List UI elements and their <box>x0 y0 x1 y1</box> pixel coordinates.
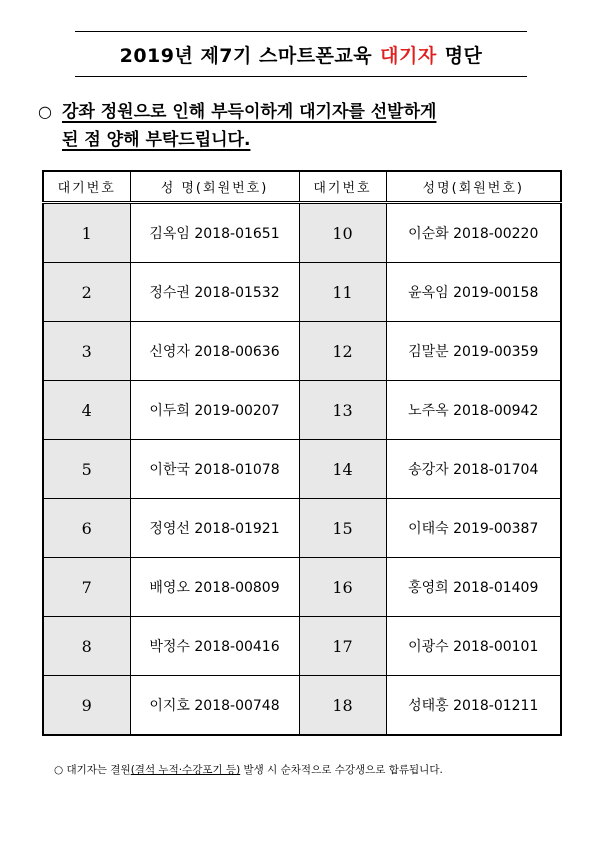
footnote-after: 발생 시 순차적으로 수강생으로 합류됩니다. <box>240 764 443 776</box>
person-entry: 신영자 2018-00636 <box>130 322 299 381</box>
wait-number: 18 <box>299 676 386 736</box>
wait-number: 12 <box>299 322 386 381</box>
footnote <box>54 762 554 777</box>
table-row <box>43 381 561 440</box>
header-name-member-1: 성 명(회원번호) <box>130 171 299 203</box>
notice-line-2: 된 점 양해 부탁드립니다. <box>62 130 251 150</box>
person-entry: 이한국 2018-01078 <box>130 440 299 499</box>
wait-number: 5 <box>43 440 130 499</box>
person-entry: 홍영희 2018-01409 <box>386 558 561 617</box>
wait-number: 1 <box>43 203 130 263</box>
wait-number: 4 <box>43 381 130 440</box>
table-row <box>43 617 561 676</box>
person-entry: 이두희 2019-00207 <box>130 381 299 440</box>
person-entry: 송강자 2018-01704 <box>386 440 561 499</box>
title-highlight: 대기자 <box>380 44 437 67</box>
wait-number: 2 <box>43 263 130 322</box>
wait-number: 9 <box>43 676 130 736</box>
wait-number: 16 <box>299 558 386 617</box>
person-entry: 노주옥 2018-00942 <box>386 381 561 440</box>
wait-number: 10 <box>299 203 386 263</box>
person-entry: 김옥임 2018-01651 <box>130 203 299 263</box>
table-row <box>43 203 561 263</box>
table-row <box>43 558 561 617</box>
title-suffix: 명단 <box>444 44 483 67</box>
footnote-underlined: (결석 누적·수강포기 등) <box>130 764 241 776</box>
person-entry: 이지호 2018-00748 <box>130 676 299 736</box>
person-entry: 이광수 2018-00101 <box>386 617 561 676</box>
person-entry: 김말분 2019-00359 <box>386 322 561 381</box>
header-wait-number-2: 대기번호 <box>299 171 386 203</box>
person-entry: 박정수 2018-00416 <box>130 617 299 676</box>
notice-line-1: 강좌 정원으로 인해 부득이하게 대기자를 선발하게 <box>61 102 437 122</box>
wait-number: 15 <box>299 499 386 558</box>
wait-number: 7 <box>43 558 130 617</box>
table-row <box>43 322 561 381</box>
person-entry: 정수권 2018-01532 <box>130 263 299 322</box>
wait-number: 13 <box>299 381 386 440</box>
table-row <box>43 676 561 736</box>
table-row <box>43 499 561 558</box>
table-row <box>43 440 561 499</box>
footnote-before: ○ 대기자는 결원 <box>54 764 131 776</box>
waitlist-table <box>42 170 562 736</box>
header-name-member-2: 성명(회원번호) <box>386 171 561 203</box>
wait-number: 8 <box>43 617 130 676</box>
person-entry: 이태숙 2019-00387 <box>386 499 561 558</box>
table-header-row <box>43 171 561 203</box>
page-title <box>75 31 527 77</box>
person-entry: 배영오 2018-00809 <box>130 558 299 617</box>
wait-number: 14 <box>299 440 386 499</box>
wait-number: 6 <box>43 499 130 558</box>
notice <box>38 98 558 154</box>
person-entry: 정영선 2018-01921 <box>130 499 299 558</box>
wait-number: 17 <box>299 617 386 676</box>
table-row <box>43 263 561 322</box>
title-prefix: 2019년 제7기 스마트폰교육 <box>119 44 373 67</box>
wait-number: 3 <box>43 322 130 381</box>
person-entry: 이순화 2018-00220 <box>386 203 561 263</box>
notice-circle-icon: ○ <box>38 102 52 121</box>
header-wait-number-1: 대기번호 <box>43 171 130 203</box>
person-entry: 윤옥임 2019-00158 <box>386 263 561 322</box>
wait-number: 11 <box>299 263 386 322</box>
person-entry: 성태홍 2018-01211 <box>386 676 561 736</box>
